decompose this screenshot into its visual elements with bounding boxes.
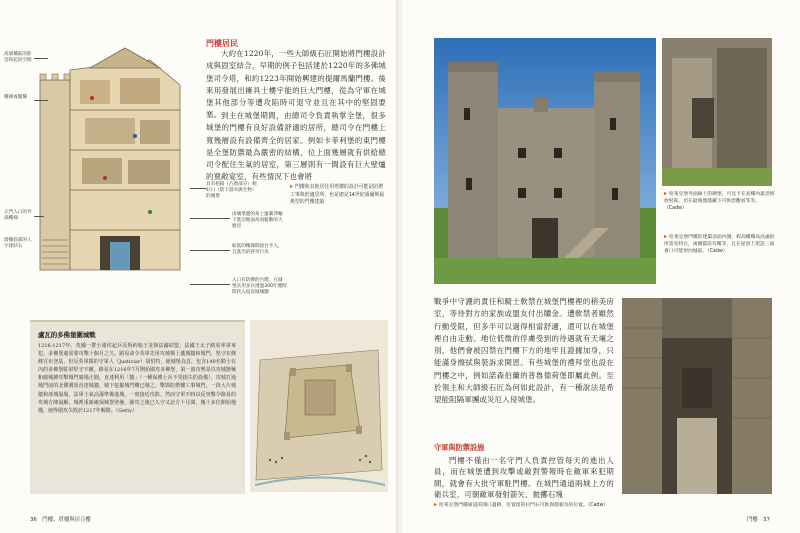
section2-title: 守軍與防禦設施 bbox=[434, 443, 485, 452]
caption-bottom: ▸ 哈萊克堡門樓通道的開口遺跡，位置留的拉門石可推與擋板及的位置。（Cadw） bbox=[434, 501, 609, 508]
illustration-note: ▸ 門樓和其他居住用塔樓的設計可能是防禦工事與舒適居所，也是總是14世紀威爾斯最典型的門樓建築 bbox=[290, 183, 385, 206]
article-paragraph-2: 到主在城堡期間，由總司令負責執掌全堡，很多城堡的門樓有良好設備舒適的居所，總司令在門樓上寬幾層設有設備齊全的居家。例如卡菲利堡的東門樓是全堡防禦最為嚴密的結構，位上面幾層就有供給總司令配住生氣的居室，第三層則有一間設有巨大壁爐的寬敞宴室，有些情況下也會將 bbox=[206, 111, 386, 182]
callout-kitchen: 由城堡邊的角上運載淨輸下進沼地面高而鬆動的大廚房 bbox=[232, 212, 283, 229]
harlech-gatehouse-photo bbox=[434, 38, 656, 284]
sidebar-title: 盧瓦的多佛堡圍城戰 bbox=[38, 331, 96, 339]
article-title: 門樓居民 bbox=[206, 39, 238, 48]
left-page bbox=[0, 0, 398, 533]
page-folio-left: 36 門樓、塔樓與居合樓 bbox=[30, 517, 91, 523]
sidebar-box bbox=[30, 320, 245, 494]
gate-passage-photo bbox=[622, 298, 772, 494]
callout-upper-rooms: 高層樓區的卧房和起居空間 bbox=[4, 52, 32, 63]
siege-illustration bbox=[250, 320, 388, 492]
leader-line bbox=[34, 216, 44, 217]
tower-interior-photo-1 bbox=[662, 38, 772, 186]
leader-line bbox=[34, 58, 48, 59]
callout-herringbone: 塔樓底部的人字排狀石 bbox=[4, 238, 32, 249]
section2-paragraph: 門樓不僅由一名守門人負責控管每天的進出人員，而在城堡遭到攻擊或敵對警報時在敵軍來犯期間，就會有大批守軍駐門樓。在城門通道兩城上方的衛兵室，可朝敵軍發射箭矢、拋擲石塊 bbox=[434, 456, 614, 500]
leader-line bbox=[190, 218, 230, 219]
callout-exterior-stairs: 正門入口的外部樓梯 bbox=[4, 210, 32, 221]
bullet-icon: ▸ bbox=[664, 233, 668, 240]
leader-line bbox=[34, 100, 48, 101]
callout-stairs: 樓梯或閣樓 bbox=[4, 95, 27, 100]
callout-oriel-window: 具有枯箱（凸窗部分）相好口（防下游水與生物）的城堡 bbox=[206, 182, 257, 199]
page-folio-right: 門樓 37 bbox=[746, 517, 770, 523]
sidebar-text: 1216-1217年，英國一群小諸侯起兵反叛約翰王並與法國結盟，法國王太子路易率軍來犯，多佛堡還需要攻擊十個月之久。路易命令英軍先用攻城梯上遞城牆和城門，堅守在條條宣布登基，但反英軍隊的守軍人（Justiciar）胡伯特，她城堡為首，包含140名騎士在內的多佛堡駐軍堅守不撤，路易在1216年7月開始圍攻多佛堡，第一波攻勢是以攻城器械和破城錘攻擊城門廣場正圓，直達利用「牆」（一種保護士兵不受損失的設備），攻城打通城門前的北側溝渠直達城牆，城下挖掘城門樓已城之，擊毀防禦樓工事城門，一段大片城牆和部城崩塌，法軍士氣高漲準備進城，一度接近攻陷。然而守軍不時以反突擊令路易的攻城方陣崩解，城裡重新確保城堡壁壘，圍攻之後已久守又北方十月間，幾十多位開始慢慢，使得圍攻失敗於1217年解除。（Getty） bbox=[38, 343, 236, 414]
right-article-paragraph: 戰爭中守護的責任和騎士軟禁在城堡門樓裡的稍美房室，等待對方的家族或盟友付出贖金。遭軟禁者雖然行動受限，但多半可以過得相當舒適，還可以在城堡裡自由走動。地位低微的俘虜受到的待遇就有天壤之別，他們會被囚禁在門樓下方的地牢且證據加身，只能滿身擦拭與裝訴求開恩。有些城堡的禮拜堂也設在門樓之中，例如諾森伯蘭的普魯德荷堡即屬此例。至於領主和大師級石匠為何如此設計，有一種說法是希望能阻隔軍團或災厄入侵城堡。 bbox=[434, 297, 614, 405]
callout-lower-stair: 較低的樓梯間接台手入，且進出的狹窄行為 bbox=[232, 244, 283, 255]
callout-entrance: 入口有防禦的台階，在城堡具用多兵透過300年歷時間代入侵攻城城牆 bbox=[232, 278, 287, 295]
gatehouse-cutaway-illustration bbox=[30, 40, 190, 292]
article-paragraph-1: 大約在1220年，一些大師級石匠開始將門樓設計成與固室結合，早期的例子包括建於1220年的多佛城堡司令塔，和約1223年開始興建的提爾馬蘭門樓。後來用發展出擁具士樓宇能的巨大門樓，從為守軍在城堡其他部分等遭攻陷時可退守並且在其中的堅固要塞。 bbox=[206, 49, 386, 120]
leader-line bbox=[190, 284, 230, 285]
bullet-icon: ▸ bbox=[434, 501, 438, 508]
leader-line bbox=[190, 250, 230, 251]
caption-top-1: ▸ 哈萊克堡外面線上的碉堡，可見卡在高樓內最恐怖放射區，但在最後僅僅藏下可供您觀看等等。（Cadw） bbox=[664, 190, 775, 212]
caption-top-2: ▸ 哈萊克堡門樓的建築前面內側，桿高樓樓高高處的所需室特在，兩側都設有樓等，且在屋頂上架設三面會口可能射內城區。（Cadw） bbox=[664, 233, 775, 255]
bullet-icon: ▸ bbox=[664, 190, 668, 197]
bullet-icon: ▸ bbox=[290, 183, 294, 190]
leader-line bbox=[190, 188, 206, 189]
right-page bbox=[402, 0, 800, 533]
